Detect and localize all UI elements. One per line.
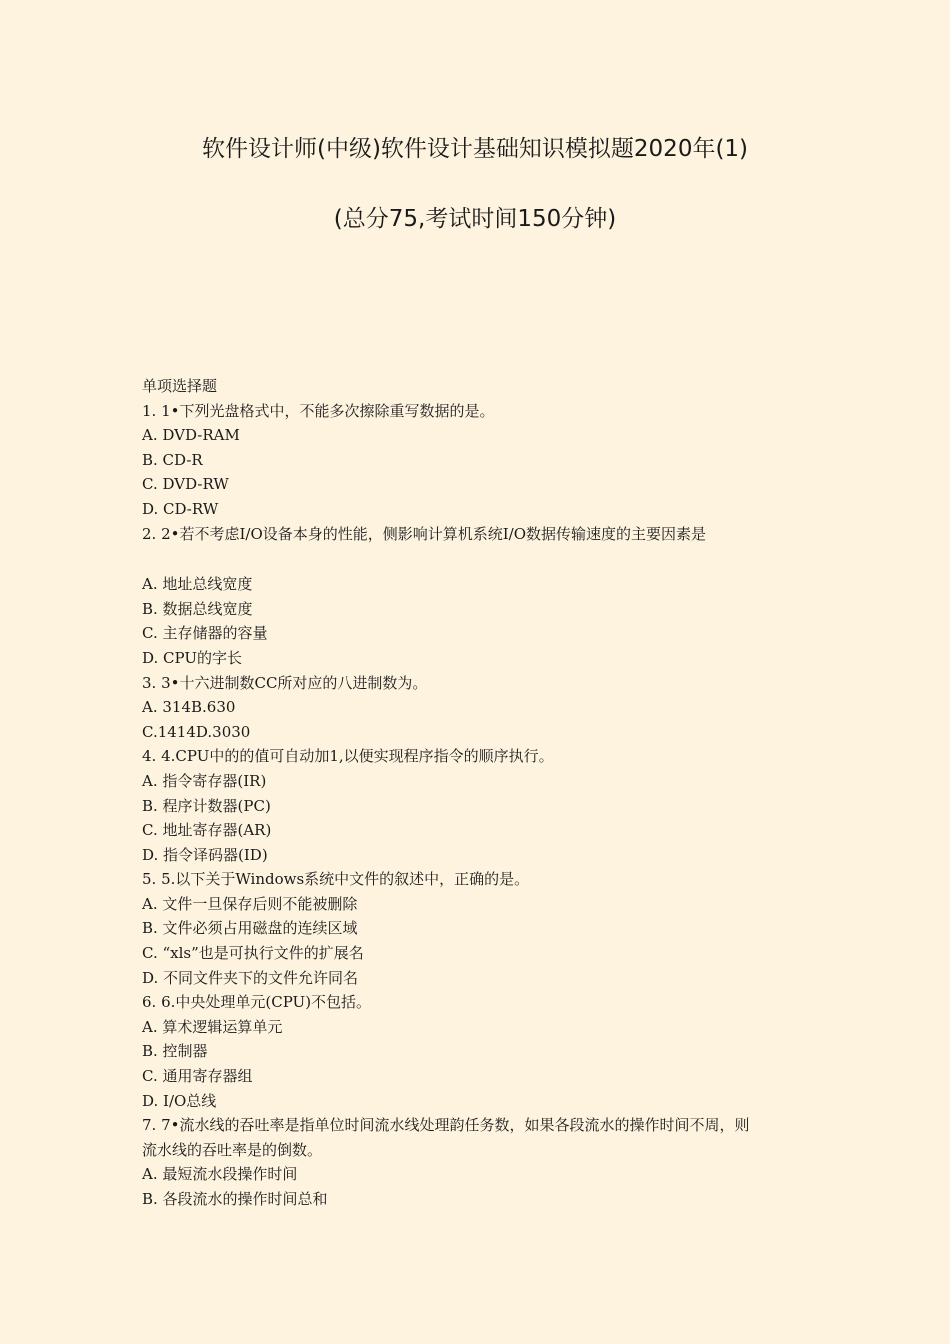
- blank-line: [142, 546, 807, 572]
- question-5-option-b: B. 文件必须占用磁盘的连续区域: [142, 919, 358, 938]
- question-3-options-ab: A. 314B.630: [142, 698, 236, 717]
- question-7-option-b: B. 各段流水的操作时间总和: [142, 1190, 328, 1208]
- question-6-option-d: D. I/O总线: [142, 1091, 217, 1110]
- document-title: 软件设计师(中级)软件设计基础知识模拟题2020年(1): [201, 136, 749, 162]
- question-4-option-c: C. 地址寄存器(AR): [142, 821, 272, 840]
- question-3: 3. 3•十六进制数CC所对应的八进制数为。: [142, 673, 428, 692]
- question-4-option-a: A. 指令寄存器(IR): [142, 771, 267, 790]
- question-1-option-b: B. CD-R: [142, 450, 203, 469]
- question-5: 5. 5.以下关于Windows系统中文件的叙述中，正确的是。: [142, 870, 530, 889]
- question-2-option-b: B. 数据总线宽度: [142, 599, 253, 618]
- question-6-option-c: C. 通用寄存器组: [142, 1067, 253, 1086]
- document-subtitle: (总分75,考试时间150分钟): [333, 206, 617, 232]
- question-5-option-a: A. 文件一旦保存后则不能被删除: [142, 894, 358, 913]
- question-1-option-a: A. DVD-RAM: [142, 426, 240, 445]
- question-7: 7. 7•流水线的吞吐率是指单位时间流水线处理韵任务数，如果各段流水的操作时间不周，则: [142, 1116, 750, 1135]
- question-4-option-b: B. 程序计数器(PC): [142, 796, 271, 815]
- question-6-option-a: A. 算术逻辑运算单元: [142, 1017, 283, 1036]
- question-7-option-a: A. 最短流水段操作时间: [142, 1165, 298, 1184]
- question-list: [142, 374, 807, 1212]
- question-6: 6. 6.中央处理单元(CPU)不包括。: [142, 993, 372, 1012]
- question-4-option-d: D. 指令译码器(ID): [142, 845, 268, 864]
- question-7-continuation: 流水线的吞吐率是的倒数。: [142, 1140, 323, 1159]
- section-heading: 单项选择题: [142, 377, 218, 395]
- question-2-option-d: D. CPU的字长: [142, 648, 242, 667]
- question-1-option-c: C. DVD-RW: [142, 475, 229, 494]
- question-4: 4. 4.CPU中的的值可自动加1,以便实现程序指令的顺序执行。: [142, 747, 554, 766]
- question-1: 1. 1•下列光盘格式中，不能多次擦除重写数据的是。: [142, 401, 495, 420]
- question-3-options-cd: C.1414D.3030: [142, 722, 251, 741]
- question-5-option-d: D. 不同文件夹下的文件允许同名: [142, 968, 359, 987]
- question-2-option-c: C. 主存储器的容量: [142, 624, 268, 643]
- question-2-option-a: A. 地址总线宽度: [142, 575, 253, 594]
- question-6-option-b: B. 控制器: [142, 1042, 208, 1061]
- question-2: 2. 2•若不考虑I/O设备本身的性能，侧影响计算机系统I/O数据传输速度的主要因素是: [142, 524, 707, 543]
- question-5-option-c: C. “xls”也是可执行文件的扩展名: [142, 944, 364, 963]
- question-1-option-d: D. CD-RW: [142, 499, 219, 518]
